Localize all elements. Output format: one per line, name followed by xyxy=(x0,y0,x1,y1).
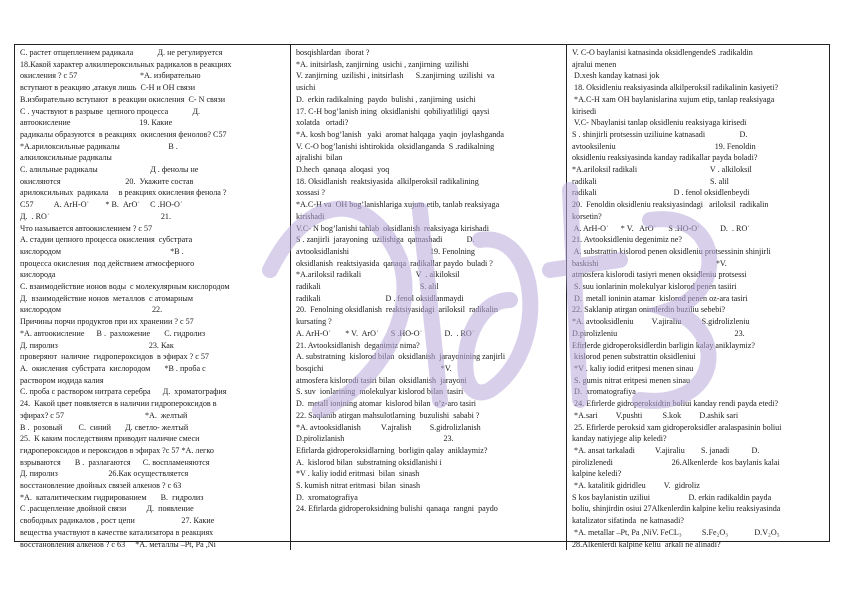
text-line: pirolizlenedi 26.Alkenlerde kos baylanis kalai xyxy=(572,457,780,467)
text-line: 25. Efirlerde peroksid xam gidroperoksidler aralaspasinin boliui xyxy=(572,422,782,432)
text-line: восстановление двойных связей алкенов ? с 63 xyxy=(20,481,182,491)
text-line: С . участвуют в разрыве цепного процесса Д. xyxy=(20,106,201,116)
text-line: D. metall ioninin atamar kislorod penen oz-ara tasiri xyxy=(572,293,748,303)
text-line: *A. ansat tarkaladi V.ajiraliu S. janadi D. xyxy=(572,445,760,455)
text-line: В . розовый С. синий Д. светло- желтый xyxy=(20,422,189,432)
text-line: окисления ? с 57 *А. избирательно xyxy=(20,71,201,81)
text-line: кислородом 22. xyxy=(20,305,163,315)
text-line: 20. Fenoldin oksidleniu reaksiyasindagi ariloksil radikalin xyxy=(572,200,769,210)
text-line: С. взаимодействие ионов воды с молекулярным кислородом xyxy=(20,282,230,292)
text-line: 21. Avtooksidleniu degenimiz ne? xyxy=(572,235,682,245)
text-line: ajralishi bilan xyxy=(296,153,343,163)
text-line: radikali S. alil xyxy=(296,282,439,292)
text-line: С .расщепление двойной связи Д. появление xyxy=(20,504,194,514)
text-line: окисляются 20. Укажите состав xyxy=(20,176,194,186)
text-line: С. алильные радикалы Д . фенолы не xyxy=(20,165,199,175)
text-line: *A. avtooksidlanish V.ajralish S.gidrolizlanish xyxy=(296,422,481,432)
text-line: V. zanjirning uzilishi , initsirlash S.zanjirning uzilishi va xyxy=(296,71,495,81)
text-line: D.pirolizleniu 23. xyxy=(572,328,745,338)
text-line: 22. Saklanip atirgan onimlerdin buziliu sebebi? xyxy=(572,305,726,315)
text-line: процесса окисления под действием атмосферного xyxy=(20,258,195,268)
text-line: D.hech qanaqa aloqasi yoq xyxy=(296,165,390,175)
text-line: 20. Fenolning oksidlanish reaktsiyasidagi ariloksil radikalin xyxy=(296,305,498,315)
text-line: Что называется автоокислением ? с 57 xyxy=(20,223,153,233)
text-line: korsetin? xyxy=(572,211,602,221)
text-line: арилоксильных радикала в реакциях окисления фенола ? xyxy=(20,188,227,198)
text-line: гидропероксидов и пероксидов в эфирах ?с 57 *А. легко xyxy=(20,445,214,455)
text-line: проверяют наличие гидропероксидов в эфирах ? с 57 xyxy=(20,352,209,362)
text-line: эфирах? с 57 *А. желтый xyxy=(20,410,188,420)
text-line: 22. Saqlanib atirgan mahsulotlarning buzulishi sababi ? xyxy=(296,410,480,420)
text-line: *A. kosh bog’lanish yaki aromat halqaga yaqin joylashganda xyxy=(296,129,504,139)
text-line: алкилоксильные радикалы xyxy=(20,153,112,163)
text-line: С57 А. АrН-О˙ * В. АrО˙ С .НО-О˙ xyxy=(20,200,183,210)
text-line: *A. katalitik gidridleu V. gidroliz xyxy=(572,481,700,491)
text-line: *A. metallar –Pt, Pa ,NiV. FeCL₃ S.Fe₂O₃ D.V₂O₅ xyxy=(572,527,780,537)
text-line: kirisedi xyxy=(572,106,597,116)
text-line: kislorod penen substrattin oksidleniui xyxy=(572,352,696,362)
text-line: usichi xyxy=(296,83,316,93)
text-line: S. suv ionlarining molekulyar kislorod bilan tasiri xyxy=(296,387,464,397)
text-line: bosqichi *V. xyxy=(296,363,452,373)
text-line: *V . kaliy iodid eritmasi bilan sinash xyxy=(296,469,420,479)
text-line: 18. Oksidleniu reaksiyasinda alkilperoksil radikalinin kasiyeti? xyxy=(572,83,779,93)
text-line: Д. пиролиз 26.Как осуществляется xyxy=(20,469,189,479)
text-line: V.C- N bog’lanishi tahlab oksidlanish reaksiyaga kirishadi xyxy=(296,223,489,233)
text-line: oksidleniu reaksiyasinda kanday radikallar payda boladi? xyxy=(572,153,758,163)
text-line: вступают в реакцию ,атакуя лишь С-Н и ОН связи xyxy=(20,83,196,93)
text-line: kalpine keledi? xyxy=(572,469,622,479)
text-line: avtooksidlanishi 19. Fenolning xyxy=(296,246,475,256)
text-line: bosqishlardan iborat ? xyxy=(296,48,370,57)
text-line: *A.ariloksil radikali V . alkiloksil xyxy=(572,165,752,175)
text-line: S. gumis nitrat eritpesi menen sinau xyxy=(572,375,691,385)
text-line: *А. автоокисление В . разложение С. гидролиз xyxy=(20,328,206,338)
text-line: atmosfera kislorodi tasiri bilan oksidlanish jarayoni xyxy=(296,375,467,385)
document-page xyxy=(14,44,830,549)
text-line: кислорода xyxy=(20,270,56,280)
text-line: radikali D . fenol oksidlanmaydi xyxy=(296,293,464,303)
text-line: *A.C-H va OH bog’lanishlariga xujum etib, tanlab reaksiyaga xyxy=(296,200,500,210)
text-line: radikali D . fenol oksidlenbeydi xyxy=(572,188,750,198)
text-line: 18. Oksidlanish reaktsiyasida alkilperoksil radikalining xyxy=(296,176,479,186)
text-line: 24. Efirlarda gidroperoksidning bulishi qanaqa rangni paydo xyxy=(296,504,498,514)
text-line: D.pirolizlanish 23. xyxy=(296,434,454,444)
text-line: A. ArH-O˙ * V. ArO˙ S .HO-O˙ D. . RO˙ xyxy=(572,223,750,233)
text-line: A. ArH-O˙ * V. ArO˙ S .HO-O˙ D. . RO˙ xyxy=(296,328,475,338)
text-line: 25. К каким последствиям приводит наличие смеси xyxy=(20,434,200,444)
text-line: kirishadi xyxy=(296,211,325,221)
text-line: Д. взаимодействие ионов металлов с атомарным xyxy=(20,293,193,303)
text-line: Efirlerde gidroperoksidlerdin barligin kalay aniklaymiz? xyxy=(572,340,755,350)
text-line: 24. Какой цвет появляется в наличии гидропероксидов в xyxy=(20,399,217,409)
text-line: boliu, shinjirdin osiui 27Alkenlerdin kalpine keliu reaksiyasinda xyxy=(572,504,781,514)
text-line: D.xesh kanday katnasi jok xyxy=(572,71,660,81)
text-line: восстановления алкенов ? с 63 *А. металлы –Pt, Pa ,Ni xyxy=(20,539,216,549)
text-line: Д. . RО˙ 21. xyxy=(20,211,171,221)
text-line: D. xromatografiya xyxy=(572,387,636,397)
text-line: 28.Alkenlerdi kalpine keliu arkali ne alinadi? xyxy=(572,539,721,549)
text-line: С. проба с раствором нитрата серебра Д. хроматография xyxy=(20,387,227,397)
text-line: раствором иодида калия xyxy=(20,375,104,385)
text-line: V.C- Nbaylanisi tanlap oksidleniu reaksiyaga kirisedi xyxy=(572,118,747,128)
text-line: A. kislorod bilan substratning oksidlanishi i xyxy=(296,457,442,467)
text-line: *A.ariloksil radikali V . alkiloksil xyxy=(296,270,460,280)
text-line: S kos baylanistin uziliui D. erkin radikaldin payda xyxy=(572,492,772,502)
text-line: свободных радикалов , рост цепи 27. Какие xyxy=(20,516,215,526)
text-line: radikali S. alil xyxy=(572,176,729,186)
text-line: S. suu ionlarinin molekulyar kislorod penen tasiiri xyxy=(572,282,737,292)
text-line: oksidlanish reaktsiyasida qanaqa radikallar paydo buladi ? xyxy=(296,258,493,268)
text-line: xolatda ortadi? xyxy=(296,118,349,128)
text-line: S . shinjirli protsessin uziliuine katnasadi D. xyxy=(572,129,748,139)
text-line: A. substrattin kislorod penen oksidleniu protsessinin shinjirli xyxy=(572,246,771,256)
text-line: *A.sari V.pushti S.kok D.ashik sari xyxy=(572,410,739,420)
text-line: atmosfera kislorodi tasiyri menen oksidleniu protsessi xyxy=(572,270,747,280)
text-line: С. растет отщеплением радикала Д. не регулируется xyxy=(20,48,223,57)
text-line: katalizator sifatinda ne katnasadi? xyxy=(572,516,684,526)
text-line: 18.Какой характер алкилпероксильных радикалов в реакциях xyxy=(20,59,232,69)
text-line: D. metall ionining atomar kislorod bilan o’z-aro tasiri xyxy=(296,399,477,409)
text-line: *A. avtooksidleniu V.ajiraliu S.gidrolizleniu xyxy=(572,317,750,327)
text-line: A. substratning kislorod bilan oksidlanish jarayonining zanjirli xyxy=(296,352,506,362)
text-line: 17. C-H bog’lanish ining oksidlanishi qobiliyatliligi qaysi xyxy=(296,106,490,116)
text-line: V. C-O baylanisi katnasinda oksidlengendeS .radikaldin xyxy=(572,48,753,57)
text-line: S. kumish nitrat eritmasi bilan sinash xyxy=(296,481,421,491)
column-1 xyxy=(15,45,291,550)
text-line: *А. каталитическим гидрированием В. гидролиз xyxy=(20,492,204,502)
text-line: D. erkin radikalning paydo bulishi , zanjirning usichi xyxy=(296,94,476,104)
text-line: автоокисление 19. Какие xyxy=(20,118,173,128)
text-line: 24. Efirlerde gidroperoksidtin boliui kanday rendi payda etedi? xyxy=(572,399,779,409)
text-line: кислородом *В . xyxy=(20,246,184,256)
text-line: взрываются В . разлагаются С. воспламеняются xyxy=(20,457,210,467)
text-line: xossasi ? xyxy=(296,188,325,198)
text-line: А. стадии цепного процесса окисления субстрата xyxy=(20,235,193,245)
text-line: *V . kaliy iodid eritpesi menen sinau xyxy=(572,363,694,373)
text-line: V. C-O bog’lanishi ishtirokida oksidlanganda S .radikalning xyxy=(296,141,495,151)
text-line: D. xromatografiya xyxy=(296,492,358,502)
text-line: ajralui menen xyxy=(572,59,617,69)
text-line: вещества участвуют в качестве катализатора в реакциях xyxy=(20,527,214,537)
text-line: baskishi *V. xyxy=(572,258,727,268)
text-line: А. окисления субстрата кислородом *В . проба с xyxy=(20,363,206,373)
text-line: Д. пиролиз 23. Как xyxy=(20,340,174,350)
text-line: kanday natiyjege alip keledi? xyxy=(572,434,667,444)
text-line: радикалы образуются в реакциях окисления фенолов? С57 xyxy=(20,129,227,139)
column-2 xyxy=(291,45,567,550)
text-line: avtooksileniu 19. Fenoldin xyxy=(572,141,756,151)
text-line: Efirlarda gidroperoksidlarning borligin qalay aniklaymiz? xyxy=(296,445,488,455)
text-line: *A.C-H xam OH baylanislarina xujum etip, tanlap reaksiyaga xyxy=(572,94,775,104)
text-line: Причины порчи продуктов при их хранении ? с 57 xyxy=(20,317,194,327)
text-line: В.избирательно вступают в реакции окисления С- N связи xyxy=(20,94,226,104)
column-3 xyxy=(567,45,829,550)
text-line: *A. initsirlash, zanjirning usichi , zanjirning uzilishi xyxy=(296,59,469,69)
text-line: 21. Avtooksidlanish deganimiz nima? xyxy=(296,340,420,350)
text-line: S . zanjirli jarayoning uzilishiga qatnashadi D. xyxy=(296,235,475,245)
text-line: kursating ? xyxy=(296,317,332,327)
text-line: *А.арилоксильные радикалы В . xyxy=(20,141,178,151)
